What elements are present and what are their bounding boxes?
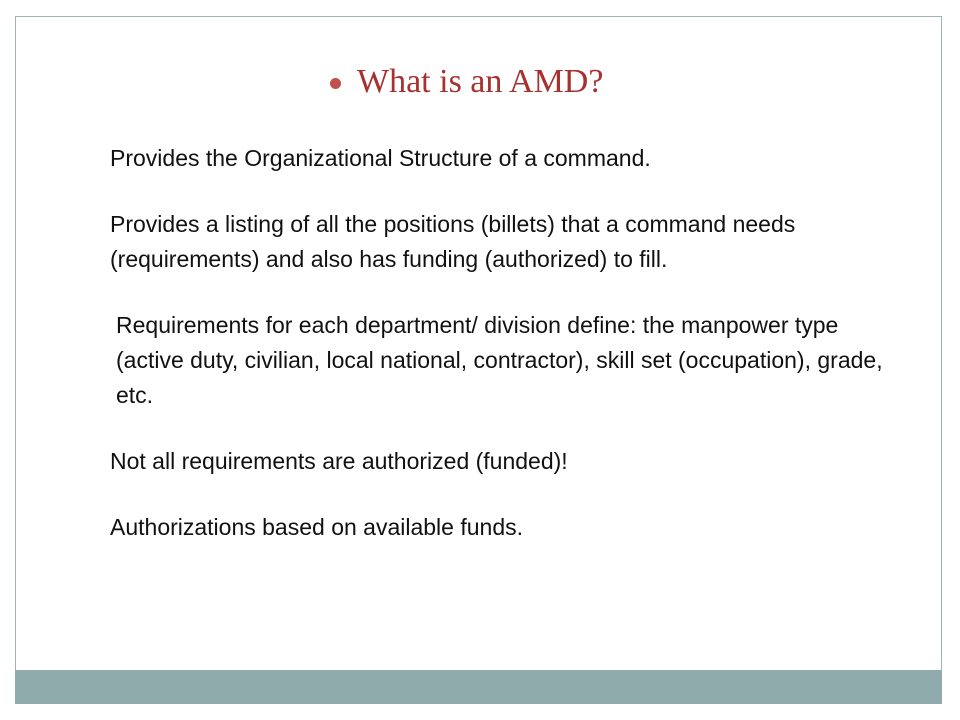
paragraph-not-all-authorized: Not all requirements are authorized (funded)! (110, 448, 568, 474)
paragraph-positions-listing: Provides a listing of all the positions (billets) that a command needs (requirements) and also has funding (authorized) to fill. (110, 211, 796, 272)
slide-body (110, 141, 900, 576)
bullet-icon (330, 78, 341, 89)
footer-bar (15, 670, 942, 704)
paragraph-organizational-structure: Provides the Organizational Structure of a command. (110, 145, 651, 171)
paragraph-requirements: Requirements for each department/ division define: the manpower type (active duty, civilian, local national, contractor), skill set (occupation), grade, etc. (116, 312, 883, 408)
slide-title: What is an AMD? (357, 63, 604, 100)
title-row (330, 62, 603, 102)
paragraph-authorizations: Authorizations based on available funds. (110, 514, 524, 540)
